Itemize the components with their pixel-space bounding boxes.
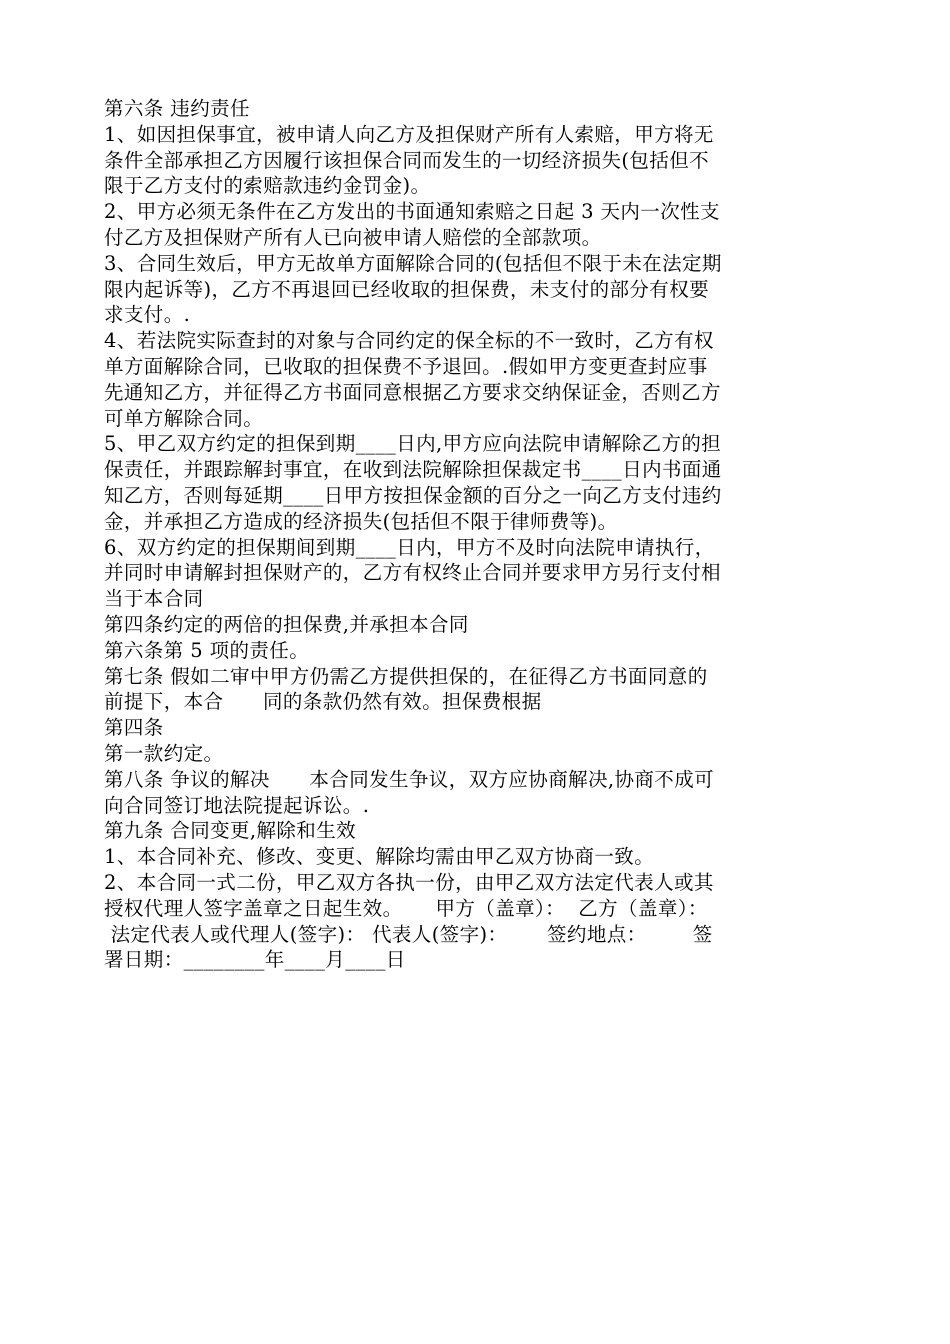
- text-line: 2、甲方必须无条件在乙方发出的书面通知索赔之日起 3 天内一次性支: [104, 200, 720, 224]
- signing-date-line: 署日期：________年____月____日: [104, 948, 406, 972]
- signature-line: 授权代理人签字盖章之日起生效。 甲方（盖章）： 乙方（盖章）：: [104, 896, 708, 920]
- text-line: 并同时申请解封担保财产的，乙方有权终止合同并要求甲方另行支付相: [104, 561, 721, 585]
- text-line: 金，并承担乙方造成的经济损失(包括但不限于律师费等)。: [104, 509, 618, 533]
- text-line: 单方面解除合同，已收取的担保费不予退回。.假如甲方变更查封应事: [104, 354, 708, 378]
- text-line: 第六条第 5 项的责任。: [104, 638, 310, 662]
- text-line: 1、如因担保事宜，被申请人向乙方及担保财产所有人索赔，甲方将无: [104, 122, 714, 146]
- text-line: 第四条: [104, 716, 164, 740]
- text-line: 3、合同生效后，甲方无故单方面解除合同的(包括但不限于未在法定期: [104, 251, 722, 275]
- text-line: 当于本合同: [104, 587, 204, 611]
- text-line: 2、本合同一式二份，甲乙双方各执一份，由甲乙双方法定代表人或其: [104, 870, 714, 894]
- text-line: 4、若法院实际查封的对象与合同约定的保全标的不一致时，乙方有权: [104, 329, 714, 353]
- text-line: 先通知乙方，并征得乙方书面同意根据乙方要求交纳保证金，否则乙方: [104, 380, 721, 404]
- text-line: 求支付。.: [104, 303, 191, 327]
- text-line: 可单方解除合同。: [104, 406, 264, 430]
- text-line: 前提下，本合 同的条款仍然有效。担保费根据: [104, 690, 542, 714]
- text-line: 付乙方及担保财产所有人已向被申请人赔偿的全部款项。: [104, 225, 602, 249]
- text-line: 条件全部承担乙方因履行该担保合同而发生的一切经济损失(包括但不: [104, 148, 710, 172]
- section-heading: 第九条 合同变更,解除和生效: [104, 819, 356, 843]
- section-heading: 第七条 假如二审中甲方仍需乙方提供担保的，在征得乙方书面同意的: [104, 664, 708, 688]
- text-line: 知乙方，否则每延期____日甲方按担保金额的百分之一向乙方支付违约: [104, 483, 722, 507]
- text-line: 限内起诉等)，乙方不再退回已经收取的担保费，未支付的部分有权要: [104, 277, 710, 301]
- text-line: 5、甲乙双方约定的担保到期____日内,甲方应向法院申请解除乙方的担: [104, 432, 722, 456]
- text-line: 6、双方约定的担保期间到期____日内，甲方不及时向法院申请执行，: [104, 535, 715, 559]
- section-heading: 第六条 违约责任: [104, 97, 250, 120]
- section-heading: 第八条 争议的解决 本合同发生争议，双方应协商解决,协商不成可: [104, 767, 714, 791]
- text-line: 第四条约定的两倍的担保费,并承担本合同: [104, 612, 469, 636]
- text-line: 保责任，并跟踪解封事宜，在收到法院解除担保裁定书____日内书面通: [104, 458, 722, 482]
- text-line: 第一款约定。: [104, 741, 224, 765]
- contract-text-body: [104, 96, 864, 973]
- text-line: 1、本合同补充、修改、变更、解除均需由甲乙双方协商一致。: [104, 845, 655, 869]
- signature-line: 法定代表人或代理人(签字)： 代表人(签字)： 签约地点： 签: [104, 922, 713, 946]
- text-line: 限于乙方支付的索赔款违约金罚金)。: [104, 174, 431, 198]
- text-line: 向合同签订地法院提起诉讼。.: [104, 793, 370, 817]
